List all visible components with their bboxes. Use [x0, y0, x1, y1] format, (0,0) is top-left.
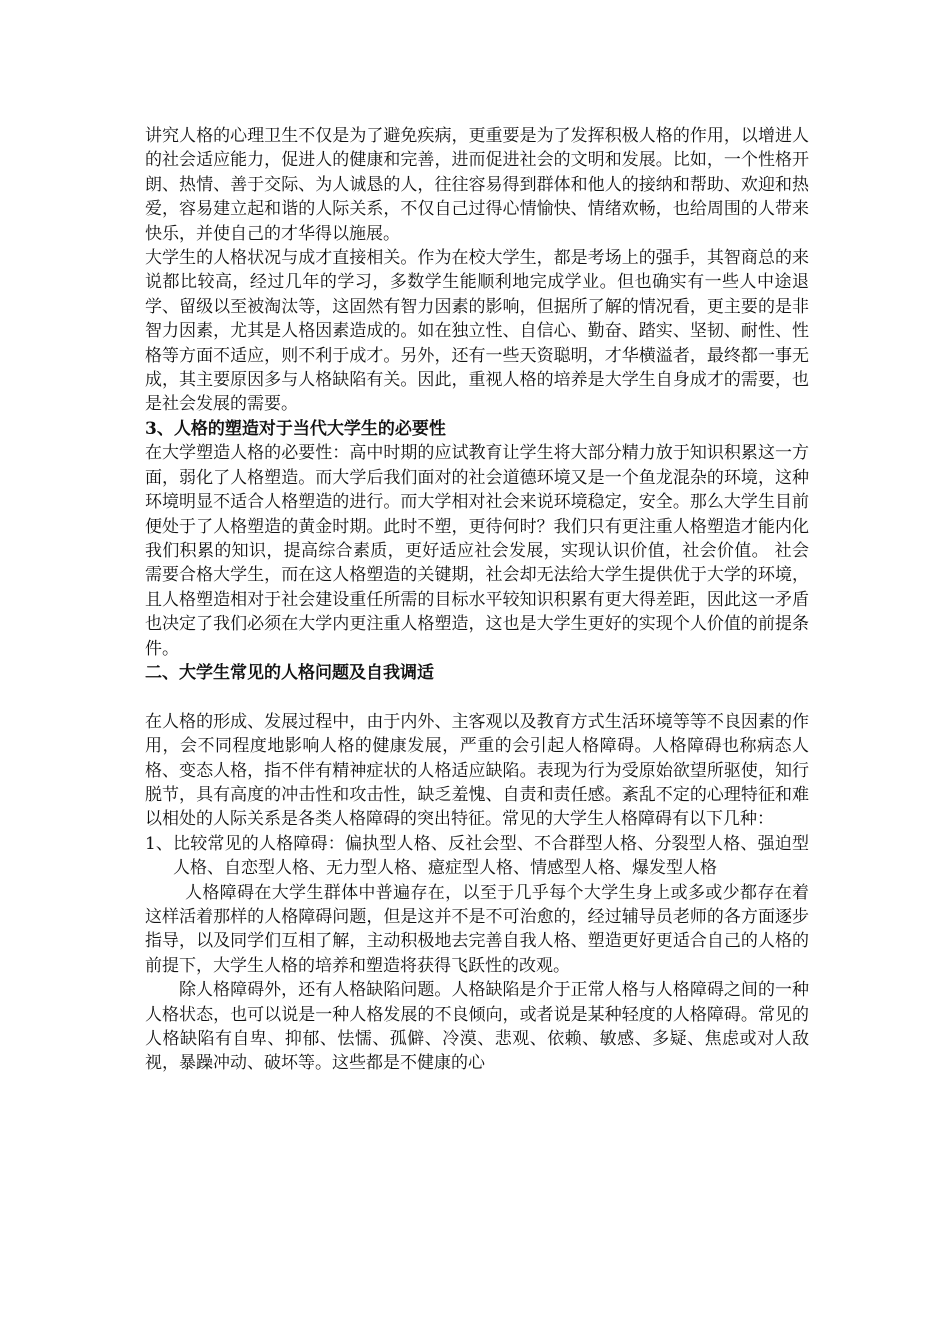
blank-line [145, 685, 809, 709]
document-body [145, 124, 809, 1076]
paragraph-personality-defects: 除人格障碍外，还有人格缺陷问题。人格缺陷是介于正常人格与人格障碍之间的一种人格状态，也可以说是一种人格发展的不良倾向，或者说是某种轻度的人格障碍。常见的人格缺陷有自卑、抑郁、怯懦、孤僻、冷漠、悲观、依赖、敏感、多疑、焦虑或对人敌视，暴躁冲动、破坏等。这些都是不健康的心 [145, 980, 809, 1074]
paragraph-personality-disorders: 在人格的形成、发展过程中，由于内外、主客观以及教育方式生活环境等等不良因素的作用，会不同程度地影响人格的健康发展，严重的会引起人格障碍。人格障碍也称病态人格、变态人格，指不伴有精神症状的人格适应缺陷。表现为行为受原始欲望所驱使，知行脱节，具有高度的冲击性和攻击性，缺乏羞愧、自责和责任感。紊乱不定的心理特征和难以相处的人际关系是各类人格障碍的突出特征。常见的大学生人格障碍有以下几种： [145, 711, 809, 830]
paragraph-personality-and-success: 大学生的人格状况与成才直接相关。作为在校大学生，都是考场上的强手，其智商总的来说都比较高，经过几年的学习，多数学生能顺利地完成学业。但也确实有一些人中途退学、留级以至被淘汰等，这固然有智力因素的影响，但据所了解的情况看，更主要的是非智力因素，尤其是人格因素造成的。如在独立性、自信心、勤奋、踏实、坚韧、耐性、性格等方面不适应，则不利于成才。另外，还有一些天资聪明，才华横溢者，最终都一事无成，其主要原因多与人格缺陷有关。因此，重视人格的培养是大学生自身成才的需要，也是社会发展的需要。 [145, 248, 809, 415]
section-heading-2: 二、大学生常见的人格问题及自我调适 [145, 662, 434, 683]
section-heading-3: 3、人格的塑造对于当代大学生的必要性 [145, 418, 446, 439]
list-item-1 [145, 832, 809, 881]
paragraph-necessity: 在大学塑造人格的必要性：高中时期的应试教育让学生将大部分精力放于知识积累这一方面，弱化了人格塑造。而大学后我们面对的社会道德环境又是一个鱼龙混杂的环境，这种环境明显不适合人格塑造的进行。而大学相对社会来说环境稳定，安全。那么大学生目前便处于了人格塑造的黄金时期。此时不塑，更待何时？我们只有更注重人格塑造才能内化我们积累的知识，提高综合素质，更好适应社会发展，实现认识价值，社会价值。 社会需要合格大学生，而在这人格塑造的关键期，社会却无法给大学生提供优于大学的环境，且人格塑造相对于社会建设重任所需的目标水平较知识积累有更大得差距，因此这一矛盾也决定了我们必须在大学内更注重人格塑造，这也是大学生更好的实现个人价值的前提条件。 [145, 443, 809, 659]
paragraph-personality-hygiene: 讲究人格的心理卫生不仅是为了避免疾病，更重要是为了发挥积极人格的作用，以增进人的社会适应能力，促进人的健康和完善，进而促进社会的文明和发展。比如，一个性格开朗、热情、善于交际、为人诚恳的人，往往容易得到群体和他人的接纳和帮助、欢迎和热爱，容易建立起和谐的人际关系，不仅自己过得心情愉快、情绪欢畅，也给周围的人带来快乐，并使自己的才华得以施展。 [145, 126, 809, 244]
paragraph-disorder-common: 人格障碍在大学生群体中普遍存在，以至于几乎每个大学生身上或多或少都存在着这样活着那样的人格障碍问题，但是这并不是不可治愈的，经过辅导员老师的各方面逐步指导，以及同学们互相了解，主动积极地去完善自我人格、塑造更好更适合自己的人格的前提下，大学生人格的培养和塑造将获得飞跃性的改观。 [145, 882, 809, 976]
list-item-text: 比较常见的人格障碍：偏执型人格、反社会型、不合群型人格、分裂型人格、强迫型人格、自恋型人格、无力型人格、癔症型人格、情感型人格、爆发型人格 [173, 833, 809, 879]
list-marker: 1、 [145, 833, 173, 854]
